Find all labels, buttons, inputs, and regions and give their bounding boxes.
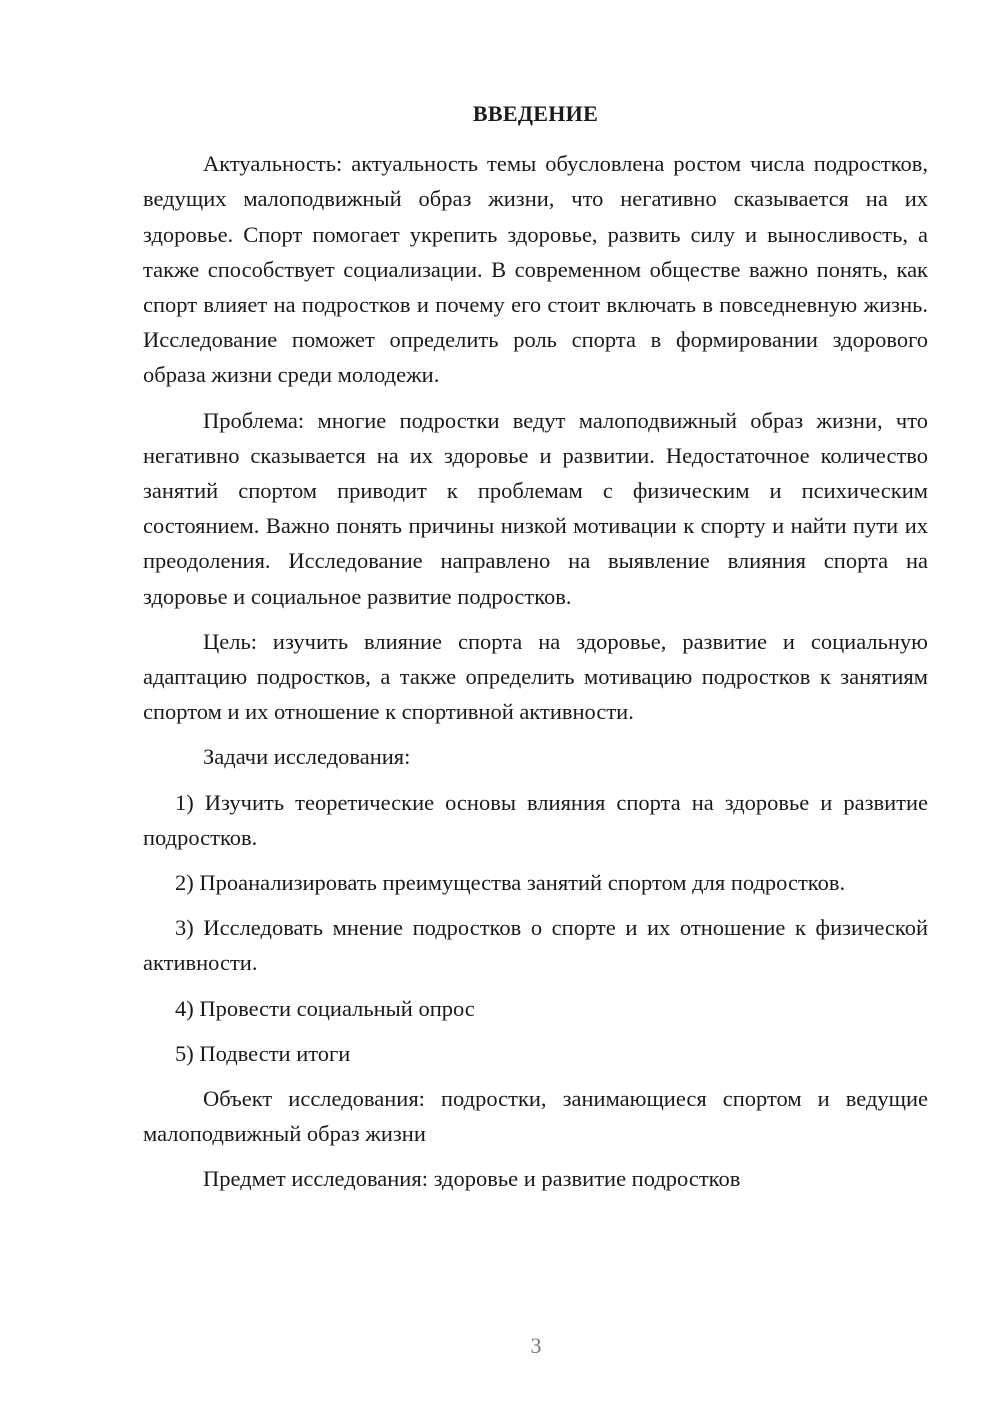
page-number: 3 xyxy=(530,1333,542,1358)
relevance-paragraph: Актуальность: актуальность темы обусловлена ростом числа подростков, ведущих малоподвижный образ жизни, что негативно сказывается на их здоровье. Спорт помогает укрепить здоровье, развить силу и выносливость, а также способствует социализации. В современном обществе важно понять, как спорт влияет на подростков и почему его стоит включать в повседневную жизнь. Исследование поможет определить роль спорта в формировании здорового образа жизни среди молодежи. xyxy=(143,151,928,388)
research-object-paragraph: Объект исследования: подростки, занимающиеся спортом и ведущие малоподвижный образ жизни xyxy=(143,1086,928,1147)
problem-paragraph: Проблема: многие подростки ведут малоподвижный образ жизни, что негативно сказывается на их здоровье и развитии. Недостаточное количество занятий спортом приводит к проблемам с физическим и психическим состоянием. Важно понять причины низкой мотивации к спорту и найти пути их преодоления. Исследование направлено на выявление влияния спорта на здоровье и социальное развитие подростков. xyxy=(143,407,928,609)
goal-paragraph: Цель: изучить влияние спорта на здоровье, развитие и социальную адаптацию подростков, а также определить мотивацию подростков к занятиям спортом и их отношение к спортивной активности. xyxy=(143,628,928,725)
task-item-3: 3) Исследовать мнение подростков о спорте и их отношение к физической активности. xyxy=(143,915,928,976)
research-subject-paragraph: Предмет исследования: здоровье и развитие подростков xyxy=(203,1166,741,1192)
page-content xyxy=(143,96,928,1207)
task-item-5: 5) Подвести итоги xyxy=(175,1040,351,1066)
task-item-4: 4) Провести социальный опрос xyxy=(175,995,475,1021)
section-title: ВВЕДЕНИЕ xyxy=(472,101,599,126)
task-item-1: 1) Изучить теоретические основы влияния спорта на здоровье и развитие подростков. xyxy=(143,789,928,850)
task-item-2: 2) Проанализировать преимущества занятий спортом для подростков. xyxy=(175,870,846,896)
tasks-heading: Задачи исследования: xyxy=(203,744,411,770)
